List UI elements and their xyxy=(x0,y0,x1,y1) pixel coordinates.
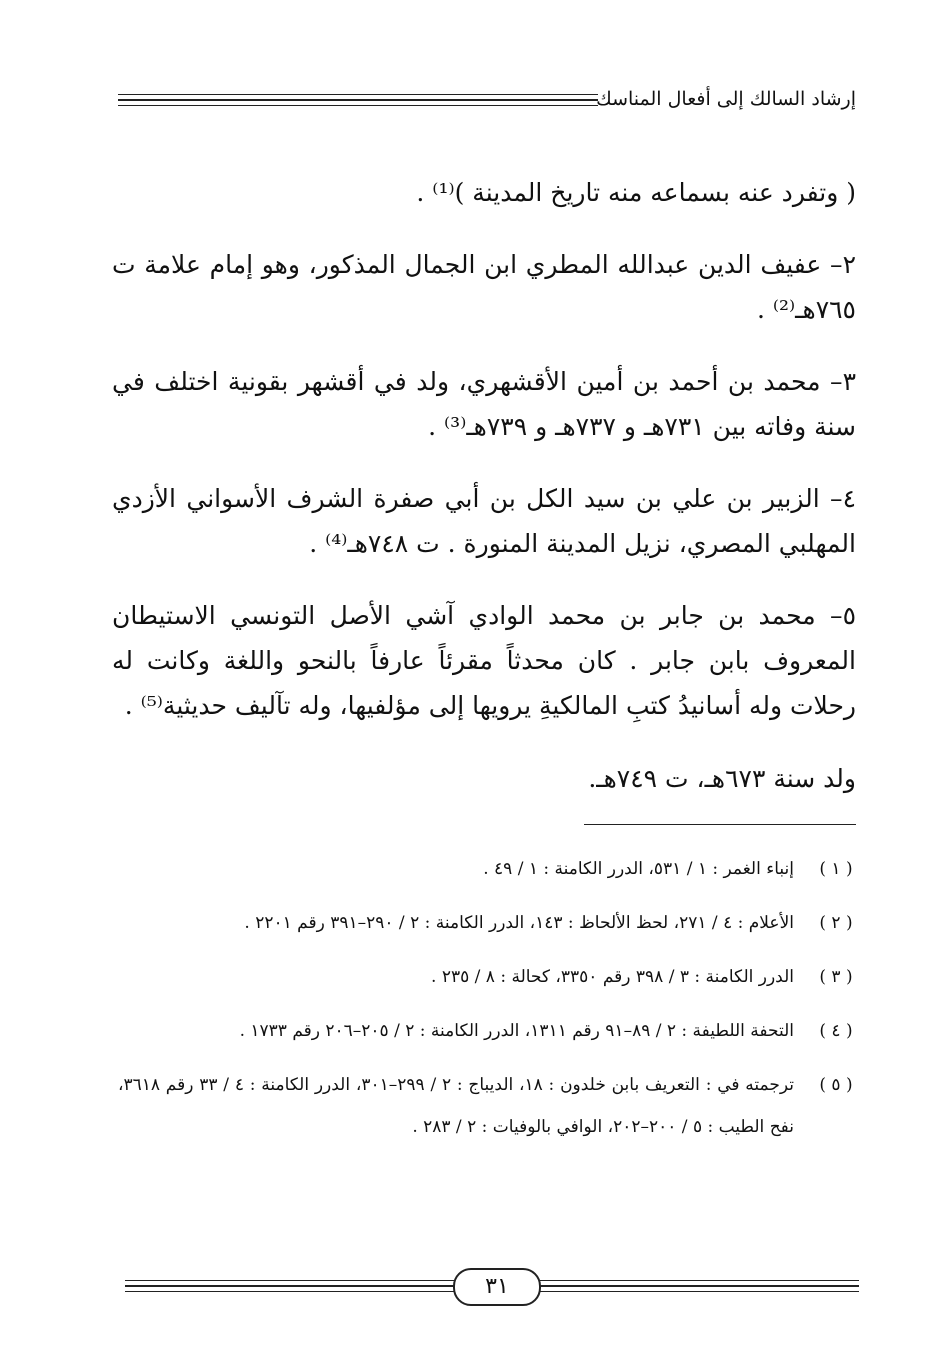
footnote-text: التحفة اللطيفة : ٢ / ٨٩–٩١ رقم ١٣١١، الدرر الكامنة : ٢ / ٢٠٥–٢٠٦ رقم ١٧٣٣ . xyxy=(239,1021,794,1041)
header-title: إرشاد السالك إلى أفعال المناسك xyxy=(596,88,856,110)
main-text xyxy=(112,170,856,801)
paragraph-2: ٢– عفيف الدين عبدالله المطري ابن الجمال المذكور، وهو إمام علامة ت ٧٦٥هـ⁽²⁾ . xyxy=(112,250,856,324)
paragraph-4: ٤– الزبير بن علي بن سيد الكل بن أبي صفرة الشرف الأسواني الأزدي المهلبي المصري، نزيل المدينة المنورة . ت ٧٤٨هـ⁽⁴⁾ . xyxy=(112,484,856,558)
paragraph-5: ٥– محمد بن جابر بن محمد الوادي آشي الأصل التونسي الاستيطان المعروف بابن جابر . كان محدثاً مقرئاً عارفاً بالنحو واللغة وكانت له رحلات وله أسانيدُ كتبِ المالكيةِ يرويها إلى مؤلفيها، وله تآليف حديثية⁽⁵⁾ . xyxy=(112,601,856,720)
footer-rule xyxy=(529,1280,859,1281)
paragraph-6: ولد سنة ٦٧٣هـ، ت ٧٤٩هـ. xyxy=(588,764,856,793)
page-number: ٣١ xyxy=(453,1268,541,1306)
footnotes xyxy=(118,848,856,1160)
footnote-text: الأعلام : ٤ / ٢٧١، لحظ الألحاظ : ١٤٣، الدرر الكامنة : ٢ / ٢٩٠–٣٩١ رقم ٢٢٠١ . xyxy=(244,913,794,933)
footnote-separator xyxy=(584,824,856,825)
footnote-number: ( ٤ ) xyxy=(819,1021,853,1041)
header-rule xyxy=(118,94,598,95)
page-footer xyxy=(125,1266,859,1306)
running-header xyxy=(118,84,856,114)
footer-rule xyxy=(529,1285,859,1287)
footer-rule xyxy=(125,1291,455,1292)
header-rule xyxy=(118,99,598,101)
footer-rule xyxy=(125,1280,455,1281)
footnote-text: الدرر الكامنة : ٣ / ٣٩٨ رقم ٣٣٥٠، كحالة : ٨ / ٢٣٥ . xyxy=(431,967,794,987)
footnote-number: ( ٥ ) xyxy=(819,1075,853,1095)
paragraph-3: ٣– محمد بن أحمد بن أمين الأقشهري، ولد في أقشهر بقونية اختلف في سنة وفاته بين ٧٣١هـ و ٧٣٧هـ و ٧٣٩هـ⁽³⁾ . xyxy=(112,367,856,441)
footnote xyxy=(118,902,856,944)
footer-rule xyxy=(529,1291,859,1292)
footer-rule xyxy=(125,1285,455,1287)
paragraph-1: ( وتفرد عنه بسماعه منه تاريخ المدينة )⁽¹⁾ . xyxy=(416,178,856,207)
footnote-text: ترجمته في : التعريف بابن خلدون : ١٨، الديباج : ٢ / ٢٩٩–٣٠١، الدرر الكامنة : ٤ / ٣٣ رقم ٣٦١٨، نفح الطيب : ٥ / ٢٠٠–٢٠٢، الوافي بالوفيات : ٢ / ٢٨٣ . xyxy=(118,1075,794,1137)
footnote xyxy=(118,1064,856,1148)
footnote-number: ( ٣ ) xyxy=(819,967,853,987)
footnote-number: ( ٢ ) xyxy=(819,913,853,933)
footnote xyxy=(118,1010,856,1052)
footnote xyxy=(118,956,856,998)
footnote xyxy=(118,848,856,890)
footnote-text: إنباء الغمر : ١ / ٥٣١، الدرر الكامنة : ١ / ٤٩ . xyxy=(483,859,794,879)
footnote-number: ( ١ ) xyxy=(819,859,853,879)
header-rule xyxy=(118,105,598,106)
